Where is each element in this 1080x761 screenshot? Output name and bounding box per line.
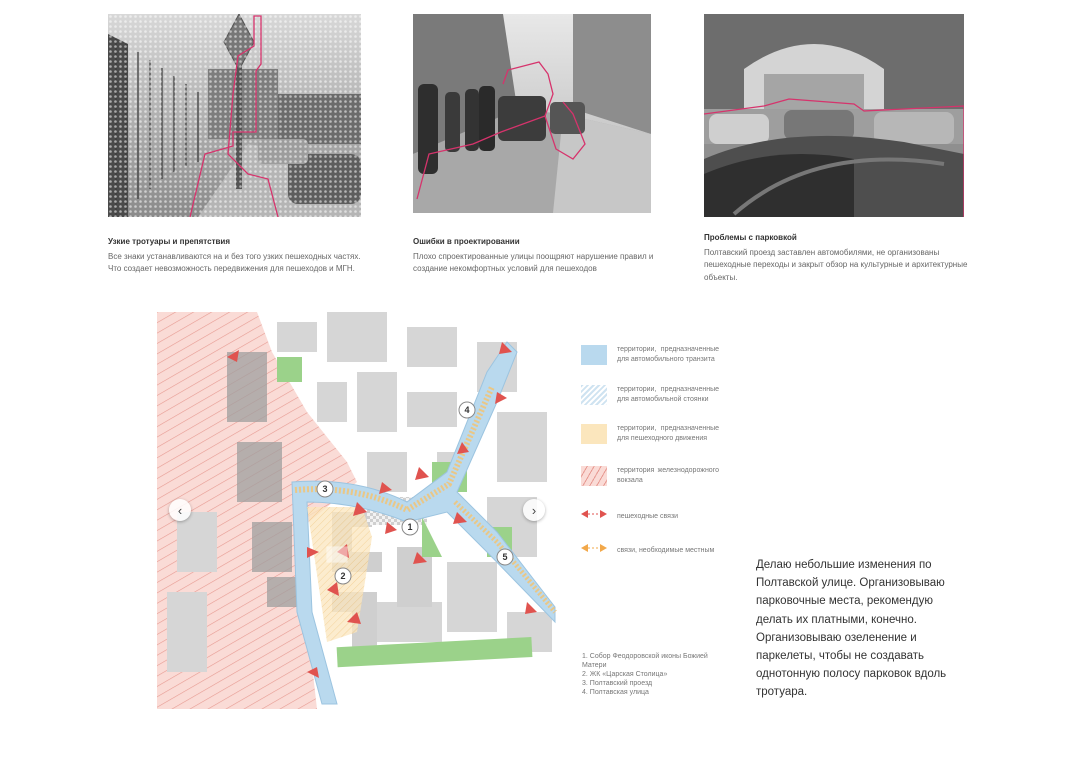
- map-marker-3: 3: [322, 484, 328, 494]
- card-text: Все знаки устанавливаются на и без того узких пешеходных частях. Что создает невозможность передвижения для пешеходов и МГН.: [108, 251, 361, 273]
- card-caption-3: [704, 232, 969, 284]
- card-text: Плохо спроектированные улицы поощряют нарушение правил и создание некомфортных условий для пешеходов: [413, 251, 654, 273]
- photo-parking-problems: [704, 14, 964, 217]
- description-text: Делаю небольшие изменения по Полтавской улице. Организовываю парковочные места, рекомендую делать их платными, конечно. Организовываю озеленение и паркелеты, чтобы не создавать однотонную полосу парковок вдоль тротуара.: [756, 559, 947, 699]
- legend-arrow-icon: [581, 543, 607, 553]
- map-footnotes: [582, 652, 722, 697]
- card-text: Полтавский проезд заставлен автомобилями, не организованы пешеходные переходы и закрыт обзор на культурные и архитектурные объекты.: [704, 247, 968, 282]
- card-caption-1: [108, 236, 366, 276]
- slider-next-button[interactable]: [523, 499, 545, 521]
- legend-swatch: [581, 466, 607, 486]
- footnote: 4. Полтавская улица: [582, 689, 649, 696]
- legend-arrow-icon: [581, 509, 607, 519]
- chevron-left-icon: ‹: [177, 502, 183, 518]
- card-title: Проблемы с парковкой: [704, 233, 797, 242]
- chevron-right-icon: ›: [531, 502, 537, 518]
- map-marker-2: 2: [340, 571, 346, 581]
- site-plan-map: [157, 312, 557, 709]
- card-caption-2: [413, 236, 663, 276]
- card-title: Ошибки в проектировании: [413, 237, 520, 246]
- card-title: Узкие тротуары и препятствия: [108, 237, 230, 246]
- footnote: 1. Собор Феодоровской иконы Божией Матери: [582, 653, 708, 669]
- photo-design-errors: [413, 14, 651, 213]
- slider-prev-button[interactable]: [169, 499, 191, 521]
- map-marker-1: 1: [407, 522, 413, 532]
- map-marker-4: 4: [464, 405, 470, 415]
- legend-swatch: [581, 345, 607, 365]
- footnote: 3. Полтавский проезд: [582, 680, 653, 687]
- map-marker-5: 5: [502, 552, 508, 562]
- map-legend: территории, предназначенные для автомобильного транзита территории, предназначенные для автомобильной стоянки территории, предназначенные для пешеходного движения территория железнодорожного вокзала пешеходные связи связи, необходимые местным: [577, 318, 727, 708]
- legend-swatch: [581, 424, 607, 444]
- legend-swatch: [581, 385, 607, 405]
- footnote: 2. ЖК «Царская Столица»: [582, 671, 668, 678]
- photo-narrow-sidewalks: [108, 14, 361, 217]
